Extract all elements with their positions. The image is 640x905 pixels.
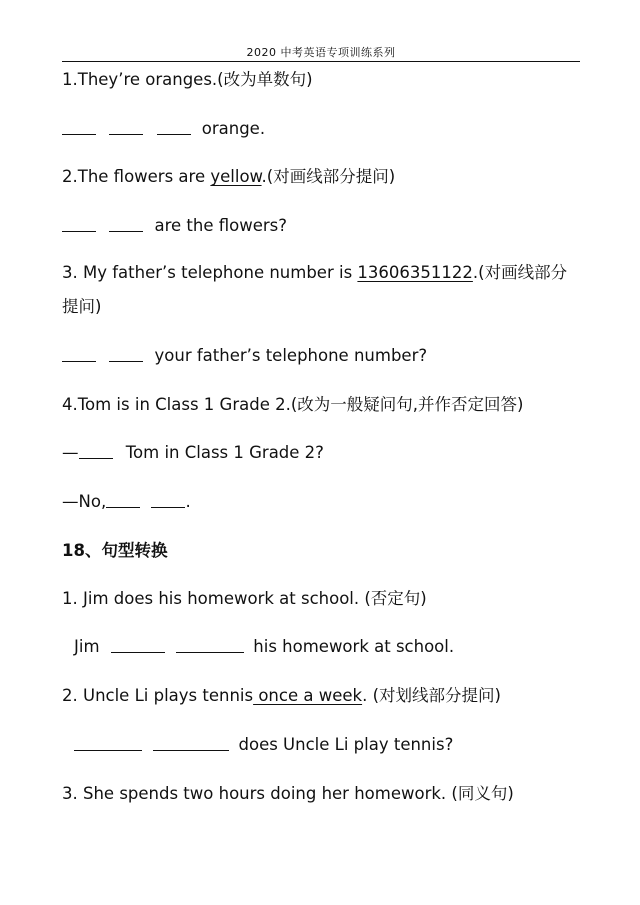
- question-1-answer: [62, 118, 265, 140]
- prompt-instruction: .(对画线部分提问): [62, 263, 568, 316]
- answer-blank[interactable]: [151, 491, 185, 508]
- answer-blank[interactable]: [62, 345, 96, 362]
- dash: —: [62, 443, 79, 462]
- answer-text: Tom in Class 1 Grade 2?: [125, 443, 324, 462]
- answer-text: Jim: [74, 637, 100, 656]
- answer-text: his homework at school.: [253, 637, 455, 656]
- section-title: 18、句型转换: [62, 541, 168, 560]
- question-3-answer: [62, 345, 427, 367]
- page-header: 2020 中考英语专项训练系列: [246, 46, 396, 59]
- answer-text: does Uncle Li play tennis?: [238, 735, 454, 754]
- answer-text: are the flowers?: [154, 216, 288, 235]
- header-rule: [62, 61, 580, 62]
- exercise-1-answer: [74, 636, 454, 658]
- prompt-instruction: .(对画线部分提问): [261, 167, 396, 186]
- prompt-text: 2. Uncle Li plays tennis: [62, 686, 254, 705]
- question-1-prompt: 1.They’re oranges.(改为单数句): [62, 70, 313, 89]
- answer-text: —No,: [62, 492, 107, 511]
- exercise-2-answer: [74, 734, 453, 756]
- prompt-text: 2.The flowers are: [62, 167, 211, 186]
- question-4-answer-2: [62, 491, 191, 513]
- period: .: [185, 492, 191, 511]
- question-4-prompt: 4.Tom is in Class 1 Grade 2.(改为一般疑问句,并作否定回答): [62, 395, 524, 414]
- answer-blank[interactable]: [62, 118, 96, 135]
- exercise-1-prompt: 1. Jim does his homework at school. (否定句): [62, 589, 427, 608]
- underlined-number: 13606351122: [357, 263, 473, 282]
- answer-blank[interactable]: [176, 636, 244, 653]
- underlined-word: yellow: [210, 167, 262, 186]
- question-3-prompt: [62, 256, 582, 324]
- question-4-answer-1: [62, 442, 324, 464]
- answer-text: your father’s telephone number?: [154, 346, 428, 365]
- answer-blank[interactable]: [109, 118, 143, 135]
- answer-text: orange.: [201, 119, 266, 138]
- answer-blank[interactable]: [111, 636, 165, 653]
- answer-blank[interactable]: [106, 491, 140, 508]
- underlined-phrase: once a week: [253, 686, 363, 705]
- exercise-2-prompt: [62, 685, 501, 707]
- answer-blank[interactable]: [74, 734, 142, 751]
- prompt-instruction: . (对划线部分提问): [362, 686, 501, 705]
- question-2-prompt: [62, 166, 395, 188]
- answer-blank[interactable]: [79, 442, 113, 459]
- question-2-answer: [62, 215, 287, 237]
- answer-blank[interactable]: [62, 215, 96, 232]
- answer-blank[interactable]: [153, 734, 229, 751]
- answer-blank[interactable]: [157, 118, 191, 135]
- prompt-text: 3. My father’s telephone number is: [62, 263, 358, 282]
- answer-blank[interactable]: [109, 215, 143, 232]
- answer-blank[interactable]: [109, 345, 143, 362]
- exercise-3-prompt: 3. She spends two hours doing her homework. (同义句): [62, 784, 514, 803]
